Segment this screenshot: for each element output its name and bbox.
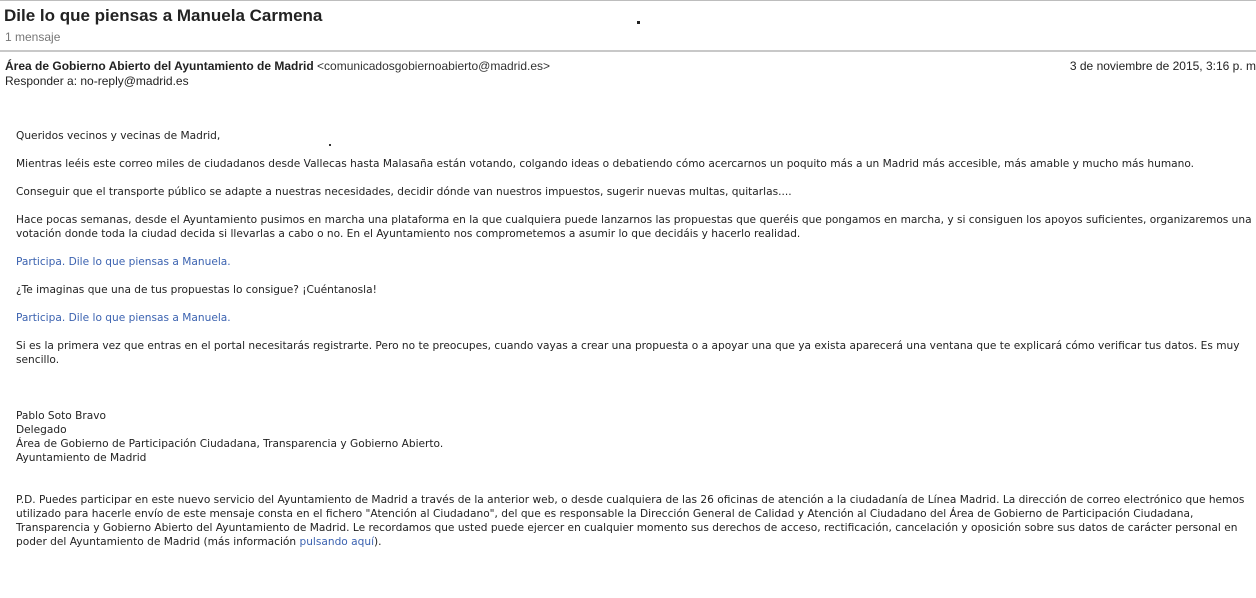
top-border bbox=[0, 0, 1256, 1]
participa-link-1[interactable]: Participa. Dile lo que piensas a Manuela. bbox=[16, 256, 231, 268]
participa-link-2[interactable]: Participa. Dile lo que piensas a Manuela. bbox=[16, 312, 231, 324]
greeting: Queridos vecinos y vecinas de Madrid, bbox=[16, 130, 221, 142]
postscript bbox=[16, 493, 1252, 549]
postscript-end: ). bbox=[374, 536, 382, 548]
header-divider bbox=[0, 50, 1256, 52]
sender-email[interactable]: <comunicadosgobiernoabierto@madrid.es> bbox=[317, 59, 551, 73]
paragraph-4: ¿Te imaginas que una de tus propuestas lo consigue? ¡Cuéntanosla! bbox=[16, 284, 377, 296]
paragraph-2: Conseguir que el transporte público se adapte a nuestras necesidades, decidir dónde van nuestros impuestos, sugerir nuevas multas, quitarlas.... bbox=[16, 186, 792, 198]
sender-name[interactable]: Área de Gobierno Abierto del Ayuntamiento de Madrid bbox=[5, 59, 314, 73]
stray-dot bbox=[637, 21, 640, 24]
more-info-link[interactable]: pulsando aquí bbox=[299, 536, 375, 548]
postscript-text: P.D. Puedes participar en este nuevo servicio del Ayuntamiento de Madrid a través de la anterior web, o desde cualquiera de las 26 oficinas de atención a la ciudadanía de Línea Madrid. La dirección de correo electrónico que hemos utilizado para hacerle envío de este mensaje consta en el fichero "Atención al Ciudadano", del que es responsable la Dirección General de Calidad y Atención al Ciudadano del Área de Gobierno de Participación Ciudadana, Transparencia y Gobierno Abierto del Ayuntamiento de Madrid. Le recordamos que usted puede ejercer en cualquier momento sus derechos de acceso, rectificación, cancelación y oposición sobre sus datos de carácter personal en poder del Ayuntamiento de Madrid (más información bbox=[16, 494, 1245, 548]
signature-name: Pablo Soto Bravo bbox=[16, 410, 106, 422]
paragraph-1: Mientras leéis este correo miles de ciudadanos desde Vallecas hasta Malasaña están votando, colgando ideas o debatiendo cómo acercarnos un poquito más a un Madrid más accesible, más amable y mucho más humano. bbox=[16, 158, 1195, 170]
signature-org: Ayuntamiento de Madrid bbox=[16, 452, 147, 464]
signature-role: Delegado bbox=[16, 424, 67, 436]
signature-area: Área de Gobierno de Participación Ciudadana, Transparencia y Gobierno Abierto. bbox=[16, 438, 444, 450]
reply-to: Responder a: no-reply@madrid.es bbox=[5, 74, 189, 88]
email-date: 3 de noviembre de 2015, 3:16 p. m bbox=[1069, 59, 1256, 73]
sender-line bbox=[5, 59, 550, 73]
paragraph-3: Hace pocas semanas, desde el Ayuntamiento pusimos en marcha una plataforma en la que cualquiera puede lanzarnos las propuestas que queréis que pongamos en marcha, y si consiguen los apoyos suficientes, organizaremos una votación donde toda la ciudad decida si llevarlas a cabo o no. En el Ayuntamiento nos comprometemos a asumir lo que decidáis y hacerlo realidad. bbox=[16, 214, 1252, 240]
message-count: 1 mensaje bbox=[5, 30, 61, 44]
email-subject: Dile lo que piensas a Manuela Carmena bbox=[4, 6, 323, 25]
paragraph-5: Si es la primera vez que entras en el portal necesitarás registrarte. Pero no te preocupes, cuando vayas a crear una propuesta o a apoyar una que ya exista aparecerá una ventana que te explicará cómo verificar tus datos. Es muy sencillo. bbox=[16, 340, 1240, 366]
email-body bbox=[16, 129, 1252, 549]
